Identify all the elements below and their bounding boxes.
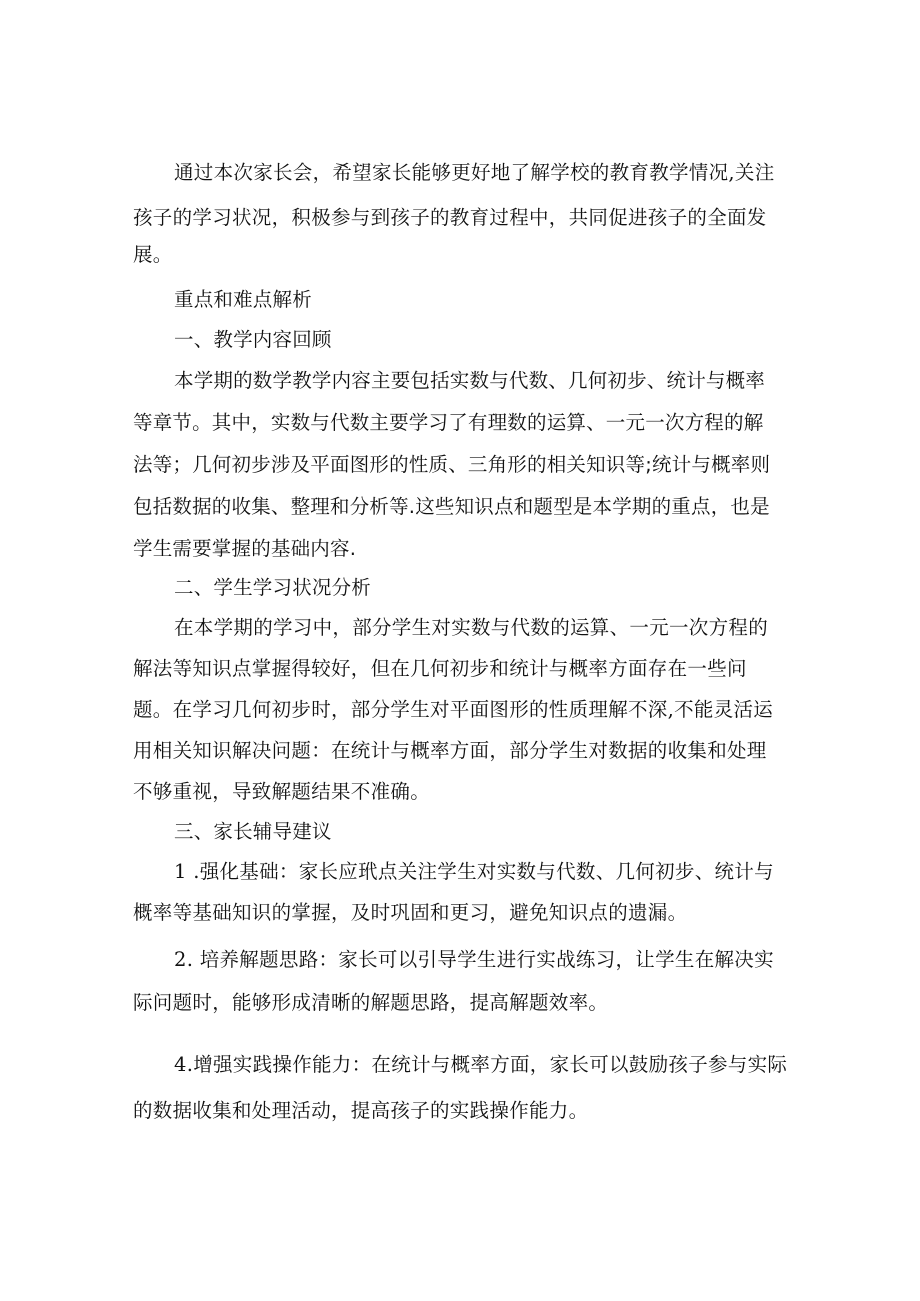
part1-heading: 一、教学内容回顾 [174, 328, 332, 351]
item4-line-1: 4.增强实践操作能力：在统计与概率方面，家长可以鼓励孩子参与实际 [174, 1053, 788, 1076]
item2-line-2: 际问题时，能够形成清晰的解题思路，提高解题效率。 [133, 991, 609, 1014]
intro-line-1: 通过本次家长会，希望家长能够更好地了解学校的教育教学情况,关注 [174, 161, 775, 184]
item1-line-2: 概率等基础知识的掌握，及时巩固和更习，避免知识点的遗漏。 [133, 901, 688, 924]
part1-line-4: 包括数据的收集、整理和分析等.这些知识点和题型是本学期的重点，也是 [133, 495, 770, 518]
part2-heading: 二、学生学习状况分析 [174, 576, 372, 599]
intro-line-3: 展。 [133, 243, 173, 266]
part2-line-2: 解法等知识点掌握得较好，但在几何初步和统计与概率方面存在一些问 [133, 657, 747, 680]
part2-line-5: 不够重视，导致解题结果不准确。 [133, 780, 431, 803]
item4-line-2: 的数据收集和处理活动，提高孩子的实践操作能力。 [133, 1099, 589, 1122]
item1-line-1: 1 .强化基础：家长应玳点关注学生对实数与代数、几何初步、统计与 [174, 860, 774, 883]
part3-heading: 三、家长辅导建议 [174, 820, 332, 843]
part1-line-2: 等章节。其中，实数与代数主要学习了有理数的运算、一元一次方程的解 [133, 411, 764, 434]
part1-line-1: 本学期的数学教学内容主要包括实数与代数、几何初步、统计与概率 [174, 369, 766, 392]
part2-line-3: 题。在学习几何初步时，部分学生对平面图形的性质理解不深,不能灵活运 [133, 698, 774, 721]
part2-line-1: 在本学期的学习中，部分学生对实数与代数的运算、一元一次方程的 [174, 616, 769, 639]
part2-line-4: 用相关知识解决问题：在统计与概率方面，部分学生对数据的收集和处理 [133, 739, 767, 762]
part1-line-3: 法等；几何初步涉及平面图形的性质、三角形的相关知识等;统计与概率则 [133, 453, 771, 476]
item2-line-1: 2. 培养解题思路：家长可以引导学生进行实战练习，让学生在解决实 [174, 948, 774, 971]
section-title: 重点和难点解析 [174, 288, 312, 311]
part1-line-5: 学生需要掌握的基础内容. [133, 537, 357, 560]
intro-line-2: 孩子的学习状况，积极参与到孩子的教育过程中，共同促进孩子的全面发 [133, 206, 767, 229]
